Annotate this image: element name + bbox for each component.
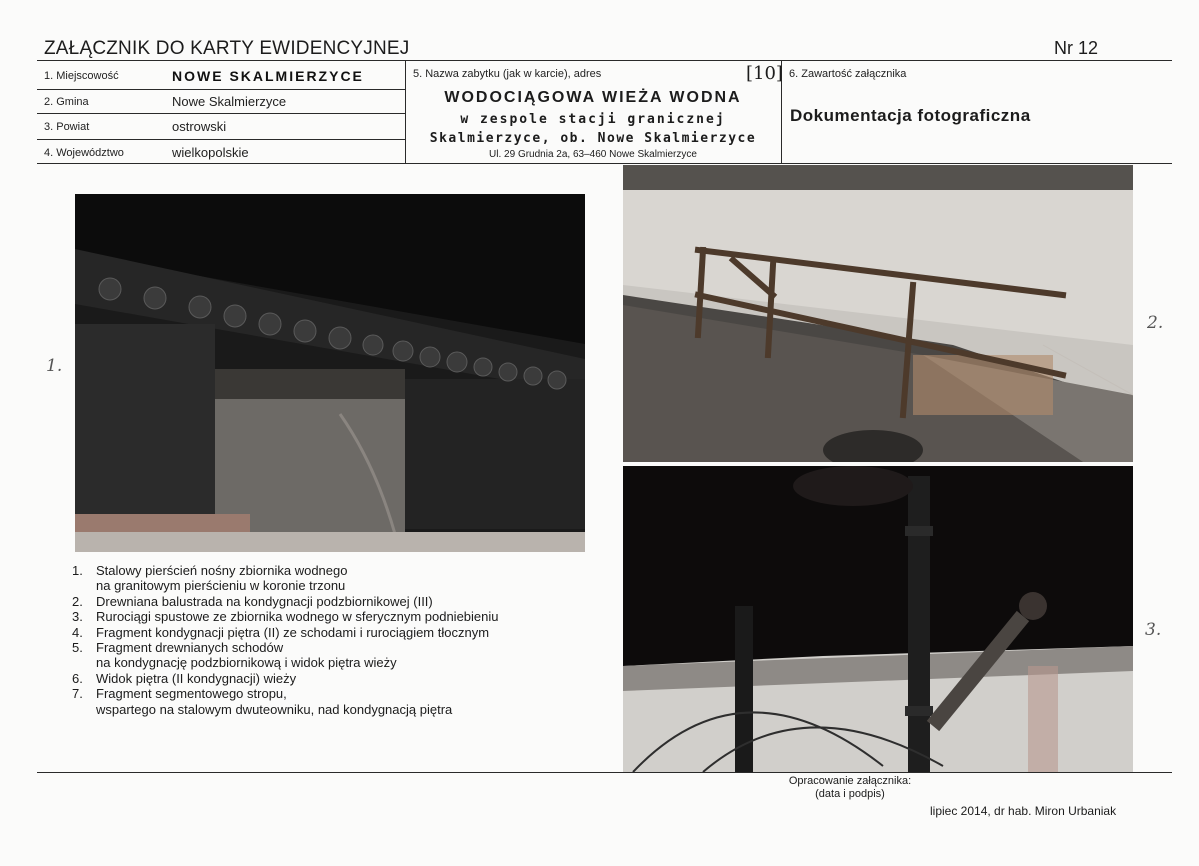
footer-divider [37,772,1172,773]
monument-address: Ul. 29 Grudnia 2a, 63–460 Nowe Skalmierzyce [489,149,697,160]
monument-label: 5. Nazwa zabytku (jak w karcie), adres [413,68,602,80]
county-label: 3. Powiat [44,121,90,133]
caption-item: 6. Widok piętra (II kondygnacji) wieży [72,670,297,686]
prepared-by-label [750,775,950,801]
photo-captions-list [72,563,499,717]
county-value: ostrowski [172,119,227,134]
photo-3-mark: 3. [1145,620,1162,640]
caption-item: 5. Fragment drewnianych schodów na kondygnację podzbiornikową i widok piętra wieży [72,640,397,671]
photo-drain-pipes [623,466,1133,772]
caption-item: 4. Fragment kondygnacji piętra (II) ze schodami i rurociągiem tłocznym [72,624,490,640]
page-title: ZAŁĄCZNIK DO KARTY EWIDENCYJNEJ [44,38,410,59]
voivodeship-value: wielkopolskie [172,145,249,160]
contents-value: Dokumentacja fotograficzna [790,106,1031,125]
form-top-border [37,60,1172,61]
caption-item: 2. Drewniana balustrada na kondygnacji podzbiornikowej (III) [72,593,433,609]
photo-wooden-balustrade [623,165,1133,462]
monument-name: WODOCIĄGOWA WIEŻA WODNA [444,89,742,106]
caption-item: 3. Rurociągi spustowe ze zbiornika wodnego w sferycznym podniebieniu [72,609,499,625]
caption-item: 1. Stalowy pierścień nośny zbiornika wodnego na granitowym pierścieniu w koronie trzonu [72,563,348,594]
form-row-divider [37,89,405,90]
prepared-label: Opracowanie załącznika: [788,775,912,787]
contents-label: 6. Zawartość załącznika [789,68,907,80]
caption-item: 7. Fragment segmentowego stropu, wspartego na stalowym dwuteowniku, nad kondygnacją piętra [72,686,453,717]
form-row-divider [37,139,405,140]
monument-context: w zespole stacji granicznej [460,112,726,127]
signature-date: lipiec 2014, dr hab. Miron Urbaniak [930,804,1117,818]
photo-steel-ring [75,194,585,552]
form-row-divider [37,113,405,114]
card-number: [10] [746,63,783,84]
locality-label: 1. Miejscowość [44,70,119,82]
form-bottom-border [37,163,1172,164]
form-column-divider [405,60,406,163]
photo-2-mark: 2. [1147,313,1164,333]
photo-1-mark: 1. [46,356,63,376]
prepared-sub: (data i podpis) [815,788,885,800]
attachment-number: Nr 12 [1054,38,1099,58]
monument-place: Skalmierzyce, ob. Nowe Skalmierzyce [429,131,757,146]
municipality-value: Nowe Skalmierzyce [172,94,287,109]
locality-value: NOWE SKALMIERZYCE [172,68,364,84]
municipality-label: 2. Gmina [44,96,89,108]
voivodeship-label: 4. Województwo [44,147,124,159]
